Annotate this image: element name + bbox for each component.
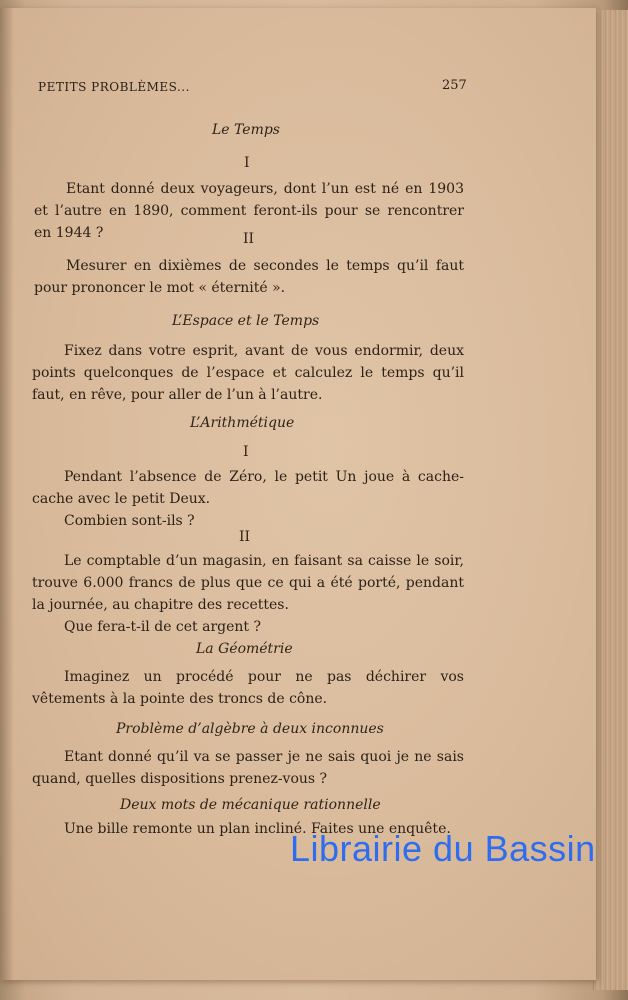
book-page-edges	[593, 10, 628, 990]
paragraph	[32, 666, 464, 710]
section-numeral: II	[239, 529, 251, 545]
paragraph	[32, 550, 464, 638]
paragraph-text: Combien sont-ils ?	[64, 513, 195, 529]
paragraph-text: Pendant l’absence de Zéro, le petit Un joue à cache-cache avec le petit Deux.	[32, 469, 464, 507]
paragraph-text: Imaginez un procédé pour ne pas déchirer vos vêtements à la pointe des troncs de cône.	[32, 669, 464, 707]
paragraph-text: Etant donné deux voyageurs, dont l’un est né en 1903 et l’autre en 1890, comment feront-ils pour se rencontrer en 1944 ?	[34, 181, 464, 241]
section-title-arithmetique: L’Arithmétique	[190, 415, 295, 431]
section-title-mecanique: Deux mots de mécanique rationnelle	[120, 797, 381, 813]
section-numeral: I	[244, 155, 250, 171]
paragraph-text: Fixez dans votre esprit, avant de vous endormir, deux points quelconques de l’espace et calculez le temps qu’il faut, en rêve, pour aller de l’un à l’autre.	[32, 343, 464, 403]
page-gutter-shadow	[0, 8, 14, 980]
paragraph-text: Une bille remonte un plan incliné. Faites une enquête.	[64, 821, 451, 837]
running-head: PETITS PROBLÈMES...	[38, 80, 190, 94]
paragraph-text: Mesurer en dixièmes de secondes le temps qu’il faut pour prononcer le mot « éternité ».	[34, 258, 464, 296]
paragraph	[34, 255, 464, 299]
paragraph-text: Le comptable d’un magasin, en faisant sa caisse le soir, trouve 6.000 francs de plus que ce qui a été porté, pendant la journée, au chapitre des recettes.	[32, 553, 464, 613]
page-number: 257	[442, 78, 467, 93]
paragraph	[32, 746, 464, 790]
paragraph-text: Etant donné qu’il va se passer je ne sais quoi je ne sais quand, quelles dispositions prenez-vous ?	[32, 749, 464, 787]
paragraph-text: Que fera-t-il de cet argent ?	[64, 619, 262, 635]
section-numeral: I	[243, 444, 249, 460]
section-title-algebre: Problème d’algèbre à deux inconnues	[116, 721, 384, 737]
paragraph	[32, 340, 464, 406]
section-title-geometrie: La Géométrie	[196, 641, 293, 657]
watermark-logo: Librairie du Bassin	[290, 828, 596, 869]
section-title-temps: Le Temps	[212, 122, 280, 138]
paragraph	[32, 466, 464, 532]
section-title-espace: L’Espace et le Temps	[172, 313, 320, 329]
section-numeral: II	[243, 231, 255, 247]
